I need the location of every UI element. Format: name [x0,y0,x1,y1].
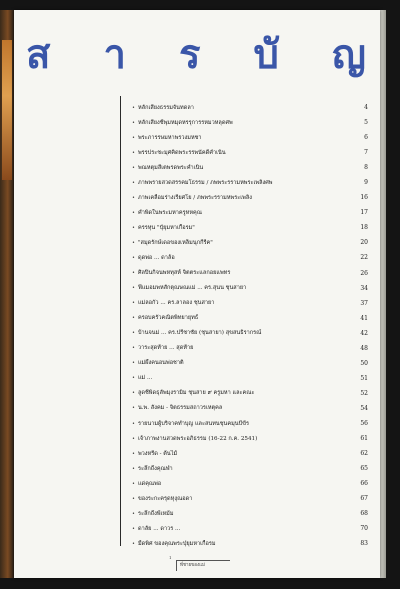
bullet-icon: • [132,315,135,322]
bullet-icon: • [132,149,135,156]
toc-entry-page: 41 [360,314,368,322]
bullet-icon: • [132,254,135,261]
toc-entry[interactable] [132,536,368,551]
toc-entry-page: 37 [360,299,368,307]
bullet-icon: • [132,239,135,246]
vertical-rule [120,96,121,546]
bullet-icon: • [132,164,135,171]
toc-entry-title: รายนามผู้บริจาคทำบุญ และสนทนชุนคมุนบีข้ร [137,420,249,427]
bullet-icon: • [132,465,135,472]
table-of-contents [132,100,368,551]
title-char: บั [253,32,279,78]
toc-entry-page: 68 [360,510,368,518]
bullet-icon: • [132,194,135,201]
toc-entry-page: 22 [360,254,368,262]
toc-entry[interactable] [132,461,368,476]
toc-entry-page: 8 [364,164,368,172]
toc-entry-title: น.พ. สังคม - จิตธรรมสถาวรเหตุคล [137,405,223,412]
toc-entry-title: พวงหรีด - ต้นไม้ [137,450,178,457]
toc-entry-title: แด่คุณพ่อ [137,480,162,487]
bullet-icon: • [132,375,135,382]
bullet-icon: • [132,450,135,457]
toc-entry[interactable] [132,386,368,401]
toc-entry-title: พรรประชะมุศคิดพระรรพนัคดีคำเนิน [137,149,226,156]
page-edge-shadow [380,10,386,578]
toc-entry-page: 56 [360,420,368,427]
toc-entry-title: ภาพพรายสวดสรรคมโธรรม / ภพพระรรามหพระเพลิงศพ [137,179,273,186]
bullet-icon: • [132,300,135,307]
toc-entry[interactable] [132,431,368,446]
toc-entry-title: พณหตุมสีเตพรดพระคำเนิน [137,164,204,171]
toc-entry-page: 34 [360,284,368,292]
footer-label: พี่ชายของแม่ [180,563,206,568]
toc-entry-page: 16 [360,194,368,202]
toc-entry-title: ภาพเคลื่อมร่างเรียศโย / ภพพระรรามหพระเพลิง [137,194,252,201]
toc-entry[interactable] [132,311,368,326]
toc-entry-page: 67 [360,495,368,503]
toc-entry[interactable] [132,296,368,311]
bullet-icon: • [132,224,135,231]
toc-entry-title: หลักเสียงชีพุมหมุดหรรุการรหมวหลุดศพ [137,119,233,126]
toc-entry[interactable] [132,266,368,281]
bullet-icon: • [132,270,135,277]
bullet-icon: • [132,525,135,532]
title-char: า [103,32,126,78]
title-char: ร [178,32,201,78]
toc-entry[interactable] [132,281,368,296]
toc-entry[interactable] [132,160,368,175]
toc-entry-title: หลักเสียงธรรมจันทดลา [137,104,194,111]
toc-entry-page: 50 [360,359,368,367]
bullet-icon: • [132,134,135,141]
toc-entry-page: 26 [360,269,368,277]
bullet-icon: • [132,179,135,186]
toc-entry[interactable] [132,326,368,341]
bullet-icon: • [132,405,135,412]
toc-entry[interactable] [132,115,368,130]
toc-entry[interactable] [132,506,368,521]
toc-entry-page: 61 [360,435,368,443]
toc-entry-title: ของระกะครุดหุงุณอดา [137,495,193,502]
toc-entry-page: 54 [360,404,368,412]
toc-entry-title: ดุดพ่อ ... ดาล้อ [137,254,175,261]
bullet-icon: • [132,119,135,126]
toc-entry[interactable] [132,371,368,386]
toc-entry[interactable] [132,401,368,416]
title-char: ญ [331,32,366,78]
toc-entry-page: 9 [364,179,368,187]
bullet-icon: • [132,104,135,111]
page-title [26,32,366,78]
bullet-icon: • [132,420,135,427]
toc-entry-page: 4 [364,104,368,112]
toc-entry[interactable] [132,175,368,190]
toc-entry-page: 7 [364,149,368,157]
toc-entry-title: ครอบครัวคณิตพิทยายุทธ์ [137,315,199,322]
toc-entry-page: 48 [360,344,368,352]
toc-entry[interactable] [132,145,368,160]
bullet-icon: • [132,285,135,292]
cover-art-edge [2,40,12,180]
toc-entry-page: 20 [360,239,368,247]
toc-entry-title: ระลึกถึงคุณพ่ำ [137,465,173,472]
toc-entry-page: 66 [360,480,368,488]
toc-entry-page: 65 [360,465,368,473]
bullet-icon: • [132,510,135,517]
toc-entry-title: "สมุดรักษ์เดอของเหล็มนุกกีรีค" [137,239,213,246]
toc-entry-page: 83 [360,540,368,548]
toc-entry[interactable] [132,205,368,220]
toc-entry-page: 6 [364,134,368,142]
page-footer [169,555,230,571]
toc-entry-title: ครรหุน "ปุ๋ยุมหาเกื้อรม" [137,224,195,231]
toc-entry-title: ลูดชีพิดธุลัพมุงรามิม ชุนสาย ๙ ครูมหา และคณะ [137,390,255,397]
bullet-icon: • [132,390,135,397]
toc-entry-title: คำพิดในพระมหาครูหหคุณ [137,209,202,216]
toc-entry-title: ฟี่แมอมพหสักตุณษณแม่ ... คร.สุนน ชุนสายา [137,285,247,292]
toc-entry-title: พระภารรษมหาพรวงมหชา [137,134,202,141]
bullet-icon: • [132,495,135,502]
toc-entry-title: วาระสุดท้าย ... สุดท้าย [137,345,194,352]
bullet-icon: • [132,209,135,216]
toc-entry-page: 62 [360,450,368,458]
toc-entry[interactable] [132,521,368,536]
toc-entry[interactable] [132,220,368,235]
book-spine-edge [0,10,14,578]
toc-entry[interactable] [132,190,368,205]
toc-entry-page: 5 [364,119,368,127]
toc-entry-page: 51 [360,374,368,382]
toc-entry-page: 18 [360,224,368,232]
toc-entry[interactable] [132,476,368,491]
toc-entry-page: 17 [360,209,368,217]
toc-entry-page: 70 [360,525,368,533]
toc-entry-title: แม่ผึ้งคนอนพ่อชาติ [137,360,184,367]
page-number: 1 [169,555,172,560]
toc-entry-title: ดาลัย ... ดาวร ... [137,525,181,532]
toc-entry[interactable] [132,356,368,371]
toc-entry-page: 42 [360,329,368,337]
toc-entry-title: ระลึกถึงพี่เหม้ม [137,510,174,517]
toc-entry-title: บ้านจนม่ ... คร.ปรีชาชัย (ชุนสายา) สุขสนธิรากรณ์ [137,330,262,337]
toc-entry[interactable] [132,100,368,115]
bullet-icon: • [132,360,135,367]
bullet-icon: • [132,435,135,442]
toc-entry-title: มืดพิศ ของคุณพระปุ่ยุมหาเกื้อรม [137,540,216,547]
toc-entry[interactable] [132,491,368,506]
toc-entry[interactable] [132,446,368,461]
toc-entry-title: แม่ลอกัว ... คร.ลาลอง ชุนสายา [137,300,215,307]
bullet-icon: • [132,540,135,547]
bullet-icon: • [132,345,135,352]
toc-entry[interactable] [132,250,368,265]
toc-entry-title: ศิลปินกิจนพหทุสห์ จิตตระแลกอยแพทร [137,270,231,277]
title-char: ส [26,32,51,78]
toc-entry-page: 52 [360,389,368,397]
bullet-icon: • [132,480,135,487]
toc-entry-title: แม่ ... [137,375,153,382]
toc-entry[interactable] [132,341,368,356]
toc-entry[interactable] [132,235,368,250]
bullet-icon: • [132,330,135,337]
toc-entry[interactable] [132,130,368,145]
toc-entry-title: เจ้าภาพงานสวดพระอภิธรรม (16-22 ก.ค. 2541) [137,435,258,442]
toc-entry[interactable] [132,416,368,431]
